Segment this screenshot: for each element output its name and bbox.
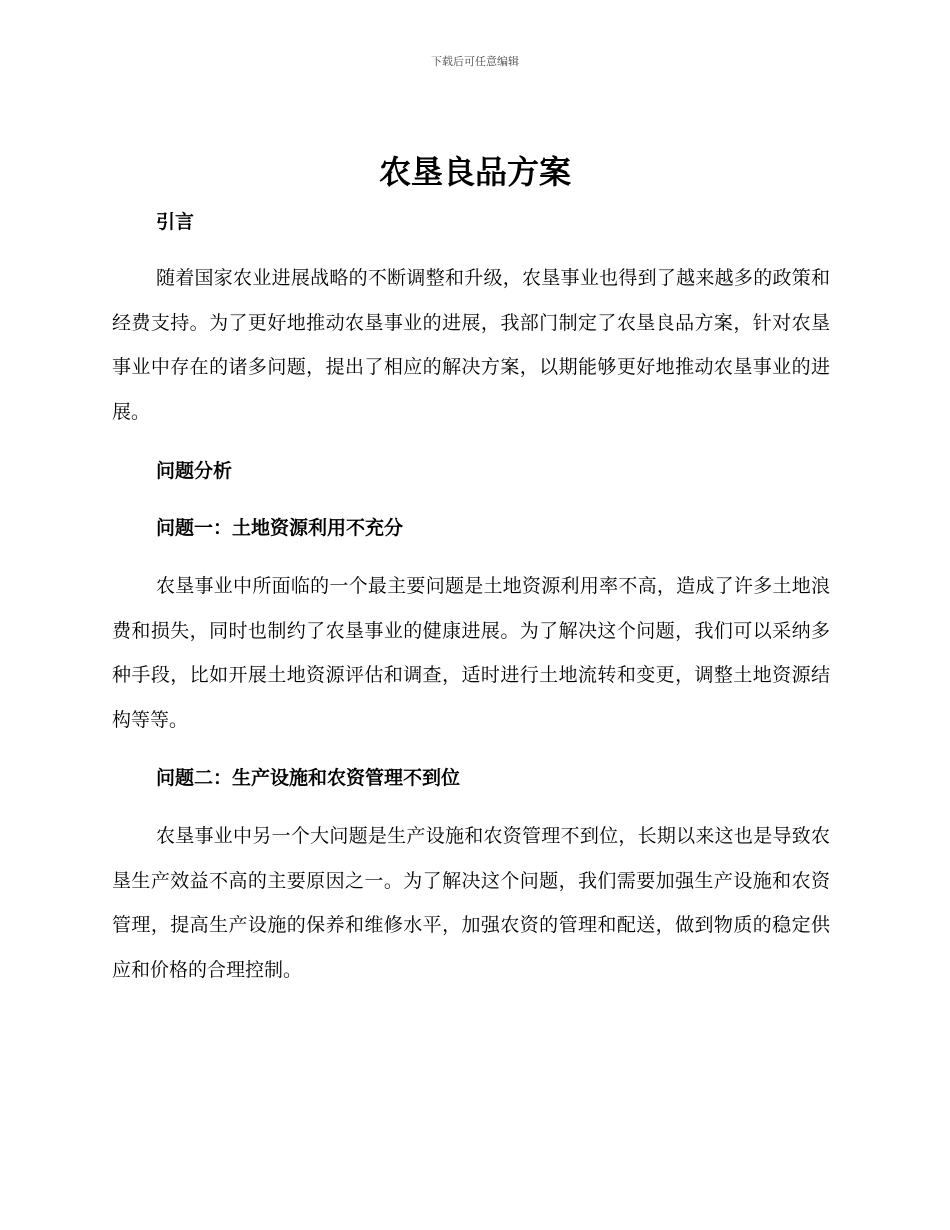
intro-paragraph: 随着国家农业进展战略的不断调整和升级，农垦事业也得到了越来越多的政策和经费支持。为了更好地推动农垦事业的进展，我部门制定了农垦良品方案，针对农垦事业中存在的诸多问题，提出了相应的解决方案，以期能够更好地推动农垦事业的进展。 (112, 267, 830, 423)
problem1-paragraph: 农垦事业中所面临的一个最主要问题是土地资源利用率不高，造成了许多土地浪费和损失，同时也制约了农垦事业的健康进展。为了解决这个问题，我们可以采纳多种手段，比如开展土地资源评估和调查，适时进行土地流转和变更，调整土地资源结构等等。 (112, 575, 830, 731)
analysis-heading: 问题分析 (156, 460, 233, 482)
problem1-heading: 问题一：土地资源利用不充分 (156, 517, 404, 539)
intro-heading: 引言 (156, 211, 195, 233)
problem2-paragraph: 农垦事业中另一个大问题是生产设施和农资管理不到位，长期以来这也是导致农垦生产效益不高的主要原因之一。为了解决这个问题，我们需要加强生产设施和农资管理，提高生产设施的保养和维修水平，加强农资的管理和配送，做到物质的稳定供应和价格的合理控制。 (112, 825, 830, 981)
document-title: 农垦良品方案 (378, 153, 571, 191)
page-header-note: 下载后可任意编辑 (431, 55, 519, 68)
problem2-heading: 问题二：生产设施和农资管理不到位 (156, 767, 461, 789)
